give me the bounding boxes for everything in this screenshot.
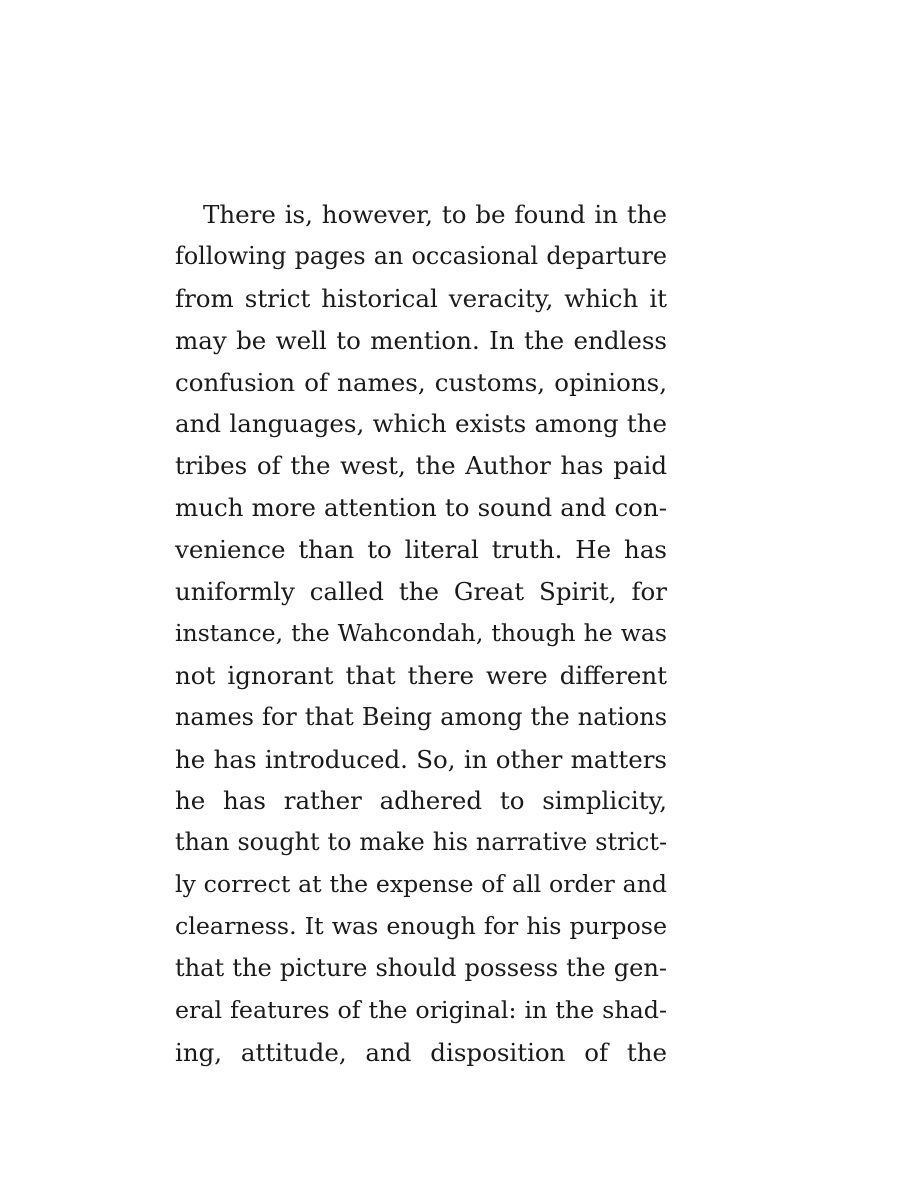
- text-line: confusion of names, customs, opinions,: [175, 367, 667, 397]
- text-line: he has rather adhered to simplicity,: [175, 786, 667, 816]
- text-line: from strict historical veracity, which it: [175, 283, 667, 313]
- text-line: following pages an occasional departure: [175, 241, 667, 270]
- text-line: There is, however, to be found in the: [203, 200, 667, 229]
- text-line: much more attention to sound and con-: [175, 493, 667, 523]
- text-line: than sought to make his narrative strict-: [175, 828, 667, 857]
- text-line: ly correct at the expense of all order and: [175, 870, 667, 899]
- text-line: ing, attitude, and disposition of the: [175, 1037, 667, 1067]
- text-line: tribes of the west, the Author has paid: [175, 451, 667, 481]
- text-line: uniformly called the Great Spirit, for: [175, 577, 667, 607]
- text-line: he has introduced. So, in other matters: [175, 744, 667, 774]
- text-line: may be well to mention. In the endless: [175, 325, 667, 355]
- text-line: eral features of the original: in the shad-: [175, 995, 667, 1024]
- text-line: clearness. It was enough for his purpose: [175, 912, 667, 941]
- text-line: and languages, which exists among the: [175, 409, 667, 439]
- text-line: venience than to literal truth. He has: [175, 535, 667, 565]
- text-line: instance, the Wahcondah, though he was: [175, 618, 667, 647]
- body-paragraph: [175, 194, 667, 1074]
- text-line: that the picture should possess the gen-: [175, 954, 667, 983]
- text-line: not ignorant that there were different: [175, 660, 667, 690]
- text-line: names for that Being among the nations: [175, 702, 667, 731]
